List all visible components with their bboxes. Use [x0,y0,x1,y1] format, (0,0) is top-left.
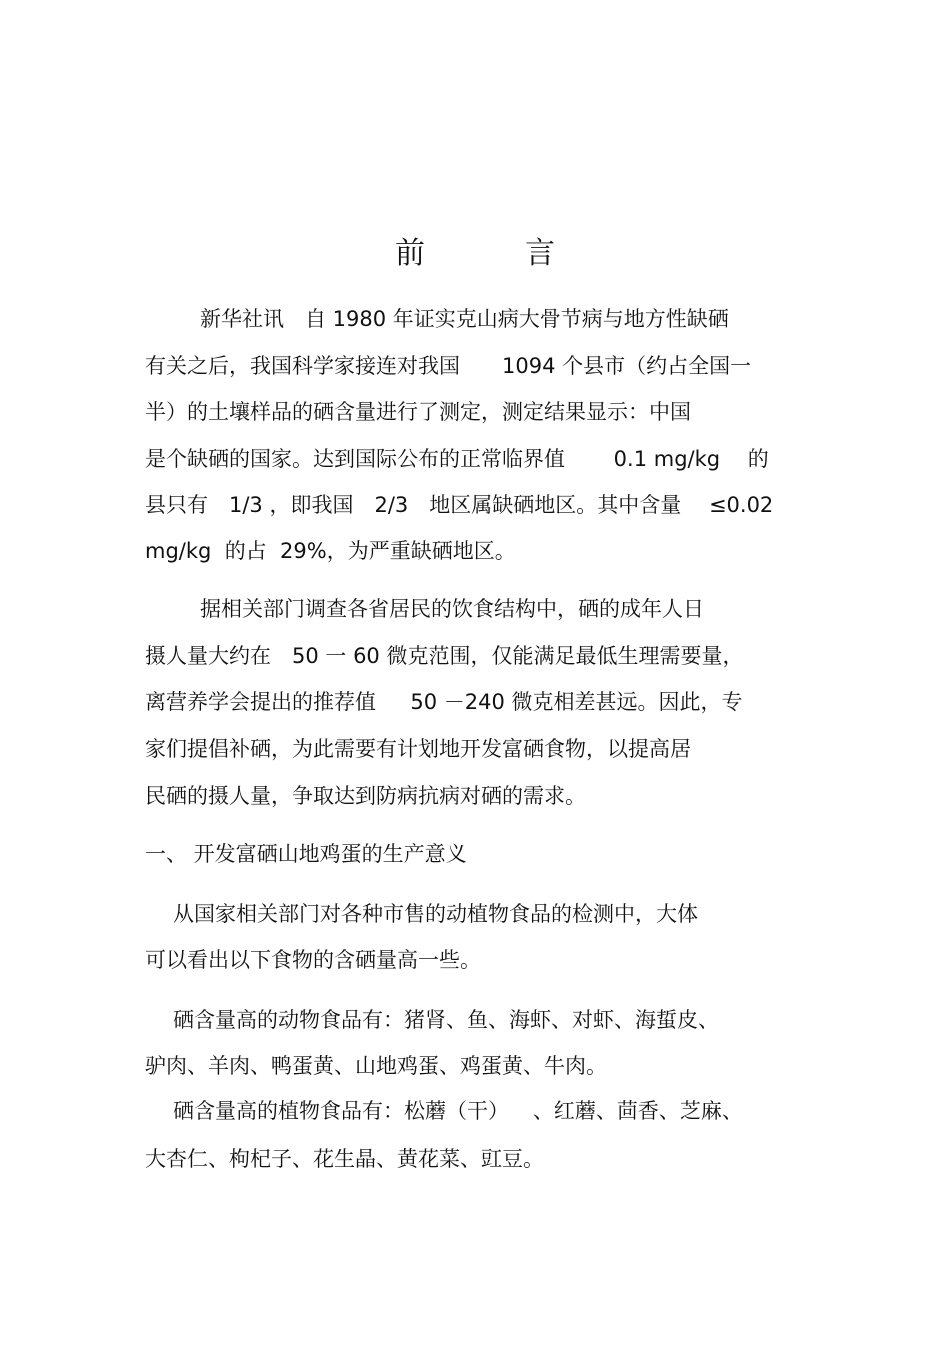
paragraph-2-line-3: 离营养学会提出的推荐值 50 －240 微克相差甚远。因此，专 [145,690,743,714]
title-char-2: 言 [525,236,555,271]
paragraph-5-line-1: 硒含量高的植物食品有：松蘑（干） 、红蘑、茴香、芝麻、 [173,1099,743,1123]
paragraph-3-line-2: 可以看出以下食物的含硒量高一些。 [145,948,481,972]
paragraph-1-line-2: 有关之后，我国科学家接连对我国 1094 个县市（约占全国一 [145,354,752,378]
paragraph-2-line-1: 据相关部门调查各省居民的饮食结构中，硒的成年人日 [200,597,704,621]
paragraph-1-line-4: 是个缺硒的国家。达到国际公布的正常临界值 0.1 mg/kg 的 [145,447,769,471]
paragraph-1-line-1: 新华社讯 自 1980 年证实克山病大骨节病与地方性缺硒 [200,307,729,331]
paragraph-1-line-3: 半）的土壤样品的硒含量进行了测定，测定结果显示：中国 [145,400,691,424]
page-title [0,232,950,276]
paragraph-4-line-1: 硒含量高的动物食品有：猪肾、鱼、海虾、对虾、海蜇皮、 [173,1008,719,1032]
paragraph-1-line-5: 县只有 1/3 ，即我国 2/3 地区属缺硒地区。其中含量 ≤0.02 [145,493,774,517]
paragraph-2-line-5: 民硒的摄人量，争取达到防病抗病对硒的需求。 [145,784,586,808]
section-heading-1: 一、 开发富硒山地鸡蛋的生产意义 [145,842,467,866]
title-char-1: 前 [395,236,425,271]
paragraph-5-line-2: 大杏仁、枸杞子、花生晶、黄花菜、豇豆。 [145,1147,544,1171]
paragraph-3-line-1: 从国家相关部门对各种市售的动植物食品的检测中，大体 [173,902,698,926]
paragraph-2-line-2: 摄人量大约在 50 一 60 微克范围，仅能满足最低生理需要量， [145,644,744,668]
paragraph-1-line-6: mg/kg 的占 29%，为严重缺硒地区。 [145,539,516,563]
paragraph-2-line-4: 家们提倡补硒，为此需要有计划地开发富硒食物，以提高居 [145,737,691,761]
paragraph-4-line-2: 驴肉、羊肉、鸭蛋黄、山地鸡蛋、鸡蛋黄、牛肉。 [145,1054,607,1078]
